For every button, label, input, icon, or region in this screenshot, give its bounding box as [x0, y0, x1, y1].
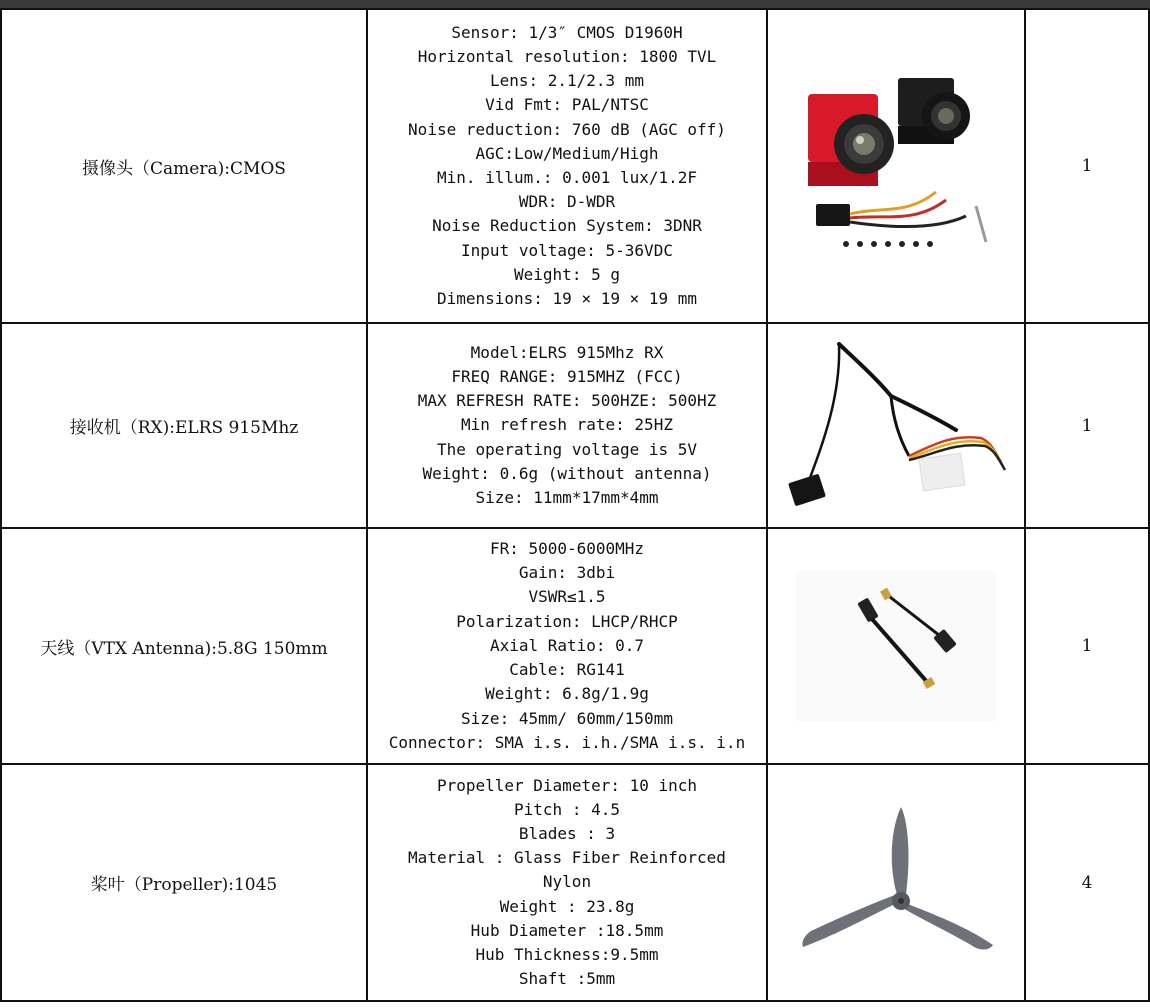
antenna-image — [767, 528, 1025, 764]
spec-line: Min. illum.: 0.001 lux/1.2F — [436, 168, 698, 187]
spec-line: Noise Reduction System: 3DNR — [432, 216, 702, 236]
spec-line: Pitch : 4.5 — [514, 799, 620, 819]
spec-line: Blades : 3 — [518, 823, 616, 843]
spec-line: The operating voltage is 5V — [436, 439, 698, 459]
spec-line: WDR: D-WDR — [518, 192, 616, 212]
spec-line: Sensor: 1/3″ CMOS D1960H — [451, 22, 683, 42]
table-row — [1, 9, 1149, 323]
spec-line: Cable: RG141 — [509, 660, 625, 680]
table-row — [1, 764, 1149, 1001]
spec-line: Model:ELRS 915Mhz RX — [470, 342, 664, 362]
spec-line: AGC:Low/Medium/High — [475, 143, 659, 163]
part-name: 桨叶（Propeller):1045 — [1, 764, 367, 1001]
spec-line: FR: 5000-6000MHz — [489, 539, 645, 559]
spec-line: Nylon — [542, 872, 592, 892]
spec-line: FREQ RANGE: 915MHZ (FCC) — [451, 366, 683, 386]
spec-line: Gain: 3dbi — [518, 563, 616, 583]
spec-line: Vid Fmt: PAL/NTSC — [485, 95, 649, 115]
spec-line: Connector: SMA i.s. i.h./SMA i.s. i.n — [388, 732, 746, 752]
spec-line: Min refresh rate: 25HZ — [461, 415, 673, 435]
spec-list — [367, 323, 767, 528]
spec-line: Hub Diameter :18.5mm — [470, 920, 664, 940]
spec-line: Size: 11mm*17mm*4mm — [475, 488, 659, 507]
parts-spec-table — [0, 8, 1150, 1002]
camera-image — [767, 9, 1025, 323]
spec-line: Weight : 23.8g — [499, 896, 635, 916]
spec-line: Noise reduction: 760 dB (AGC off) — [408, 119, 726, 139]
spec-line: VSWR≤1.5 — [528, 587, 606, 607]
spec-list — [367, 528, 767, 764]
spec-line: Weight: 5 g — [514, 264, 620, 284]
part-name: 摄像头（Camera):CMOS — [1, 9, 367, 323]
spec-line: Weight: 0.6g (without antenna) — [422, 463, 712, 483]
spec-line: Material : Glass Fiber Reinforced — [408, 848, 726, 868]
spec-line: Polarization: LHCP/RHCP — [456, 611, 678, 631]
part-name: 天线（VTX Antenna):5.8G 150mm — [1, 528, 367, 764]
spec-line: Horizontal resolution: 1800 TVL — [417, 46, 717, 66]
spec-line: Dimensions: 19 × 19 × 19 mm — [436, 289, 698, 309]
receiver-image — [767, 323, 1025, 528]
spec-line: Hub Thickness:9.5mm — [475, 945, 659, 964]
quantity: 1 — [1025, 528, 1149, 764]
spec-line: MAX REFRESH RATE: 500HZE: 500HZ — [417, 391, 717, 411]
table-row — [1, 528, 1149, 764]
spec-list — [367, 764, 767, 1001]
spec-line: Lens: 2.1/2.3 mm — [489, 71, 645, 91]
spec-line: Input voltage: 5-36VDC — [461, 240, 673, 260]
spec-line: Axial Ratio: 0.7 — [489, 635, 645, 655]
spec-line: Size: 45mm/ 60mm/150mm — [461, 708, 673, 728]
part-name: 接收机（RX):ELRS 915Mhz — [1, 323, 367, 528]
propeller-image — [767, 764, 1025, 1001]
spec-line: Propeller Diameter: 10 inch — [436, 775, 698, 795]
spec-line: Weight: 6.8g/1.9g — [485, 684, 649, 704]
spec-line: Shaft :5mm — [518, 969, 616, 989]
quantity: 1 — [1025, 323, 1149, 528]
spec-list — [367, 9, 767, 323]
table-row — [1, 323, 1149, 528]
quantity: 4 — [1025, 764, 1149, 1001]
quantity: 1 — [1025, 9, 1149, 323]
